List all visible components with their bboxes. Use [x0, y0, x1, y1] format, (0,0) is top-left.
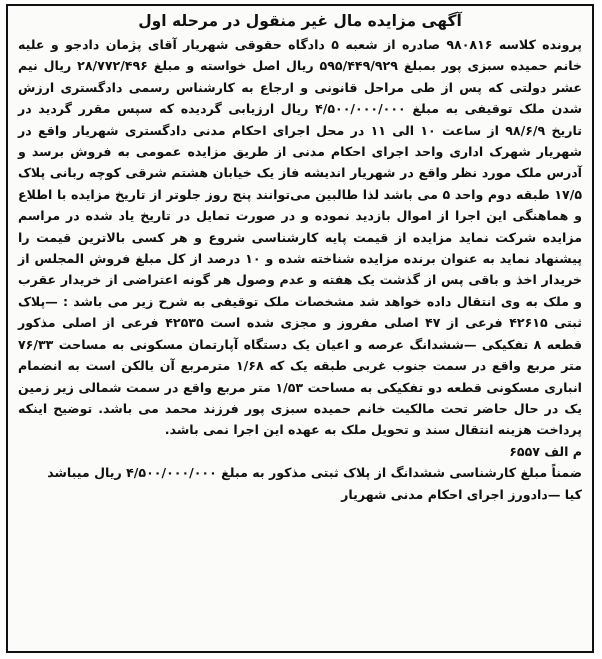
notice-title: آگهی مزایده مال غیر منقول در مرحله اول	[138, 12, 462, 30]
notice-note: ضمناً مبلغ کارشناسی ششدانگ از پلاک ثبتی مذکور به مبلغ ۴/۵۰۰/۰۰۰/۰۰۰ ریال میباشد	[47, 465, 582, 481]
auction-notice	[6, 4, 594, 653]
notice-code: م الف ۶۵۵۷	[509, 443, 582, 459]
notice-signature: کیا —دادورز اجرای احکام مدنی شهریار	[341, 486, 582, 502]
notice-body: پرونده کلاسه ۹۸۰۸۱۶ صادره از شعبه ۵ دادگاه حقوقی شهریار آقای پژمان دادجو و علیه خانم حمیده سبزی پور بمبلغ ۵۹۵/۴۴۹/۹۲۹ ریال اصل خواسته و مبلغ ۲۸/۷۷۲/۴۹۶ ریال نیم عشر دولتی که پس از طی مراحل قانونی و ارجاع به کارشناس رسمی دادگستری ارزش شدن ملک توقیفی به مبلغ ۴/۵۰۰/۰۰۰/۰۰۰ ریال ارزیابی گردیده که سپس مقرر گردید در تاریخ ۹۸/۶/۹ از ساعت ۱۰ الی ۱۱ در محل اجرای احکام مدنی دادگستری شهریار واقع در شهریار شهرک اداری واحد اجرای احکام مدنی از طریق مزایده عمومی به فروش برسد و آدرس ملک مورد نظر واقع در شهریار اندیشه فاز یک خیابان هشتم شرقی کوچه ربانی پلاک ۱۷/۵ طبقه دوم واحد ۵ می باشد لذا طالبین می‌توانند پنج روز جلوتر از تاریخ مزایده با اطلاع و هماهنگی این اجرا از اموال بازدید نموده و در صورت تمایل در تاریخ یاد شده در مراسم مزایده شرکت نماید مزایده از قیمت پایه کارشناسی شروع و هر کسی بالاترین قیمت را پیشنهاد نماید به عنوان برنده مزایده شناخته شده و ۱۰ درصد از کل مبلغ فروش المجلس از خریدار اخذ و باقی پس از گذشت یک هفته و عدم وصول هر گونه اعتراضی از خریدار عقرب و ملک به وی انتقال داده خواهد شد مشخصات ملک توقیفی به شرح زیر می باشد : —پلاک ثبتی ۴۲۶۱۵ فرعی از ۴۷ اصلی مفروز و مجزی شده است ۴۲۵۳۵ فرعی از اصلی مذکور قطعه ۸ تفکیکی —ششدانگ عرصه و اعیان یک دستگاه آپارتمان مسکونی به مساحت ۷۶/۳۳ متر مربع واقع در سمت جنوب غربی طبقه یک که ۱/۶۸ مترمربع آن بالکن است به انضمام انباری مسکونی قطعه دو تفکیکی به مساحت ۱/۵۳ متر مربع واقع در سمت شمالی زیر زمین یک در حال حاضر تحت مالکیت خانم حمیده سبزی پور فرزند محمد می باشد. توضیح اینکه پرداخت هزینه انتقال سند و تحویل ملک به عهده این اجرا نمی باشد.	[18, 37, 583, 438]
